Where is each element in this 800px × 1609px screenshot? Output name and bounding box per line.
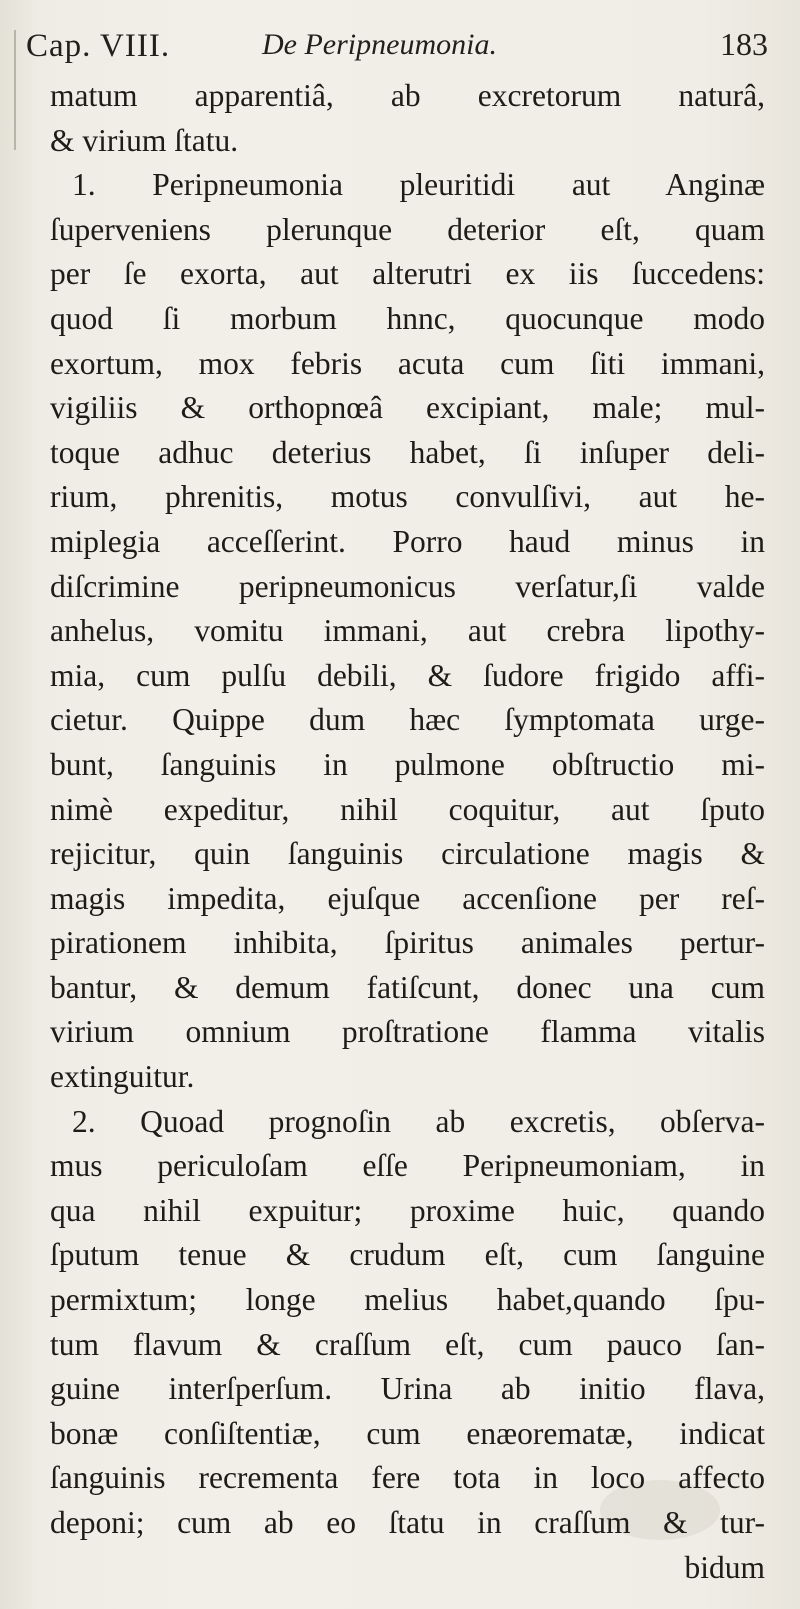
text-line: rium, phrenitis, motus convulſivi, aut he- (50, 479, 765, 515)
text-line: ſuperveniens plerunque deterior eſt, quam (50, 211, 765, 247)
paragraph-start-line: 2. Quoad prognoſin ab excretis, obſerva- (72, 1103, 765, 1139)
text-line: mia, cum pulſu debili, & ſudore frigido affi- (50, 657, 765, 693)
body-text (50, 74, 765, 1590)
text-line: mus periculoſam eſſe Peripneumoniam, in (50, 1148, 765, 1184)
text-line: diſcrimine peripneumonicus verſatur,ſi valde (50, 568, 765, 604)
text-line: per ſe exorta, aut alterutri ex iis ſuccedens: (50, 256, 765, 292)
text-line: cietur. Quippe dum hæc ſymptomata urge- (50, 702, 765, 738)
text-line: toque adhuc deterius habet, ſi inſuper deli- (50, 434, 765, 470)
text-line: qua nihil expuitur; proxime huic, quando (50, 1192, 765, 1228)
text-line: rejicitur, quin ſanguinis circulatione magis & (50, 836, 765, 872)
text-line: matum apparentiâ, ab excretorum naturâ, (50, 78, 765, 113)
text-line: miplegia acceſſerint. Porro haud minus in (50, 523, 765, 559)
text-line: vigiliis & orthopnœâ excipiant, male; mul- (50, 390, 765, 426)
catchword: bidum (684, 1549, 765, 1585)
text-line: bantur, & demum fatiſcunt, donec una cum (50, 969, 765, 1005)
running-header (26, 22, 776, 72)
paragraph-start-line: 1. Peripneumonia pleuritidi aut Anginæ (72, 167, 765, 203)
gutter-shadow (14, 30, 16, 150)
text-line: deponi; cum ab eo ſtatu in craſſum & tur- (50, 1505, 765, 1540)
text-line: virium omnium proſtratione flamma vitalis (50, 1014, 765, 1050)
text-line: pirationem inhibita, ſpiritus animales pertur- (50, 925, 765, 961)
text-line: quod ſi morbum hnnc, quocunque modo (50, 300, 765, 336)
running-title: De Peripneumonia. (262, 28, 497, 61)
text-line: magis impedita, ejuſque accenſione per reſ- (50, 880, 765, 916)
text-line: ſanguinis recrementa fere tota in loco affecto (50, 1460, 765, 1496)
text-line: & virium ſtatu. (50, 122, 239, 158)
text-line: extinguitur. (50, 1059, 195, 1095)
page-number: 183 (720, 26, 768, 62)
text-line: tum flavum & craſſum eſt, cum pauco ſan- (50, 1326, 765, 1362)
text-line: ſputum tenue & crudum eſt, cum ſanguine (50, 1237, 765, 1273)
chapter-label: Cap. VIII. (26, 28, 171, 64)
text-line: anhelus, vomitu immani, aut crebra lipothy- (50, 613, 765, 649)
text-line: nimè expeditur, nihil coquitur, aut ſputo (50, 791, 765, 827)
text-line: permixtum; longe melius habet,quando ſpu- (50, 1282, 765, 1318)
text-line: exortum, mox febris acuta cum ſiti immani, (50, 345, 765, 381)
text-line: guine interſperſum. Urina ab initio flava, (50, 1371, 765, 1407)
text-line: bunt, ſanguinis in pulmone obſtructio mi- (50, 746, 765, 782)
text-line: bonæ conſiſtentiæ, cum enæorematæ, indicat (50, 1415, 765, 1451)
